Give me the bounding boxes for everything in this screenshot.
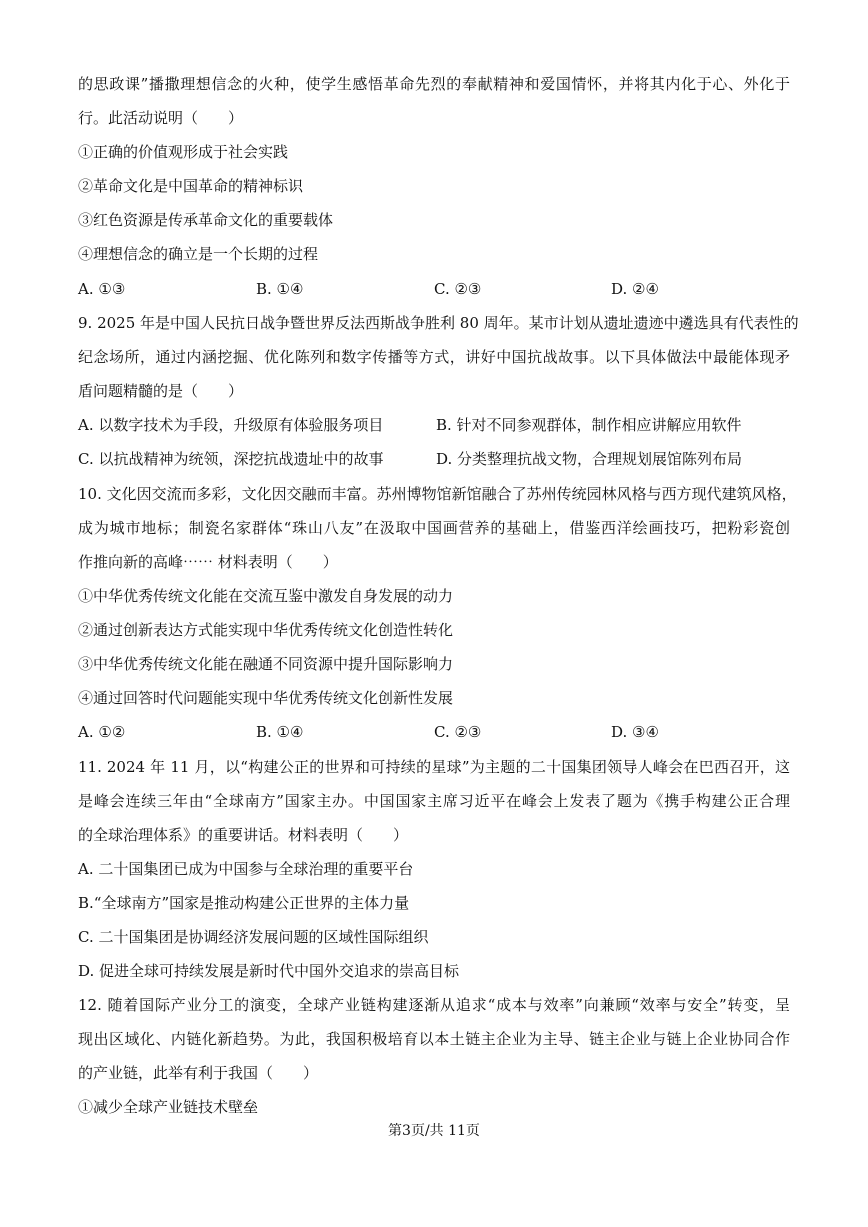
q8-statement-2: ②革命文化是中国革命的精神标识 (78, 177, 304, 195)
q8-statement-4: ④理想信念的确立是一个长期的过程 (78, 245, 319, 263)
q9-stem-line-1: 9. 2025 年是中国人民抗日战争暨世界反法西斯战争胜利 80 周年。某市计划从遗址遗迹中遴选具有代表性的 (78, 314, 799, 332)
q11-option-b[interactable]: B.“全球南方”国家是推动构建公正世界的主体力量 (78, 894, 410, 912)
q10-statement-3: ③中华优秀传统文化能在融通不同资源中提升国际影响力 (78, 655, 454, 673)
q8-option-b[interactable]: B. ①④ (256, 280, 304, 298)
q9-stem-line-3: 盾问题精髓的是（ ） (78, 382, 244, 400)
q10-statement-2: ②通过创新表达方式能实现中华优秀传统文化创造性转化 (78, 621, 454, 639)
page-footer: 第3页/共 11页 (388, 1123, 480, 1139)
q10-option-d[interactable]: D. ③④ (611, 723, 659, 741)
q10-stem-line-1: 10. 文化因交流而多彩，文化因交融而丰富。苏州博物馆新馆融合了苏州传统园林风格与西方现代建筑风格， (78, 485, 797, 503)
q11-stem-line-3: 的全球治理体系》的重要讲话。材料表明（ ） (78, 826, 409, 844)
q11-option-c[interactable]: C. 二十国集团是协调经济发展问题的区域性国际组织 (78, 928, 429, 946)
q8-statement-3: ③红色资源是传承革命文化的重要载体 (78, 211, 334, 229)
q9-stem-line-2: 纪念场所，通过内涵挖掘、优化陈列和数字传播等方式，讲好中国抗战故事。以下具体做法中最能体现矛 (78, 348, 790, 366)
q10-stem-line-2: 成为城市地标；制瓷名家群体“珠山八友”在汲取中国画营养的基础上，借鉴西洋绘画技巧，把粉彩瓷创 (78, 519, 790, 537)
q11-stem-line-1: 11. 2024 年 11 月，以“构建公正的世界和可持续的星球”为主题的二十国集团领导人峰会在巴西召开，这 (78, 758, 790, 776)
q8-option-d[interactable]: D. ②④ (611, 280, 659, 298)
q8-stem-line-1: 的思政课”播撒理想信念的火种，使学生感悟革命先烈的奉献精神和爱国情怀，并将其内化于心、外化于 (78, 75, 790, 93)
q10-stem-line-3: 作推向新的高峰⋯⋯ 材料表明（ ） (78, 553, 338, 571)
q9-option-b[interactable]: B. 针对不同参观群体，制作相应讲解应用软件 (436, 416, 742, 434)
q9-option-d[interactable]: D. 分类整理抗战文物，合理规划展馆陈列布局 (436, 450, 743, 468)
q10-option-b[interactable]: B. ①④ (256, 723, 304, 741)
q9-option-c[interactable]: C. 以抗战精神为统领，深挖抗战遗址中的故事 (78, 450, 384, 468)
q10-options (0, 722, 868, 742)
q10-option-c[interactable]: C. ②③ (434, 723, 482, 741)
q8-stem-line-2: 行。此活动说明（ ） (78, 109, 244, 127)
q11-option-d[interactable]: D. 促进全球可持续发展是新时代中国外交追求的崇高目标 (78, 962, 460, 980)
q12-stem-line-3: 的产业链，此举有利于我国（ ） (78, 1064, 319, 1082)
q12-statement-1: ①减少全球产业链技术壁垒 (78, 1098, 259, 1116)
q11-option-a[interactable]: A. 二十国集团已成为中国参与全球治理的重要平台 (78, 860, 414, 878)
q10-option-a[interactable]: A. ①② (78, 723, 126, 741)
q8-option-a[interactable]: A. ①③ (78, 280, 126, 298)
q12-stem-line-2: 现出区域化、内链化新趋势。为此，我国积极培育以本土链主企业为主导、链主企业与链上企业协同合作 (78, 1030, 790, 1048)
q10-statement-4: ④通过回答时代问题能实现中华优秀传统文化创新性发展 (78, 689, 454, 707)
q8-statement-1: ①正确的价值观形成于社会实践 (78, 143, 289, 161)
q12-stem-line-1: 12. 随着国际产业分工的演变，全球产业链构建逐渐从追求“成本与效率”向兼顾“效率与安全”转变，呈 (78, 996, 790, 1014)
q8-option-c[interactable]: C. ②③ (434, 280, 482, 298)
q10-statement-1: ①中华优秀传统文化能在交流互鉴中激发自身发展的动力 (78, 587, 454, 605)
q9-option-a[interactable]: A. 以数字技术为手段，升级原有体验服务项目 (78, 416, 384, 434)
q8-options (0, 279, 868, 299)
q11-stem-line-2: 是峰会连续三年由“全球南方”国家主办。中国国家主席习近平在峰会上发表了题为《携手构建公正合理 (78, 792, 790, 810)
